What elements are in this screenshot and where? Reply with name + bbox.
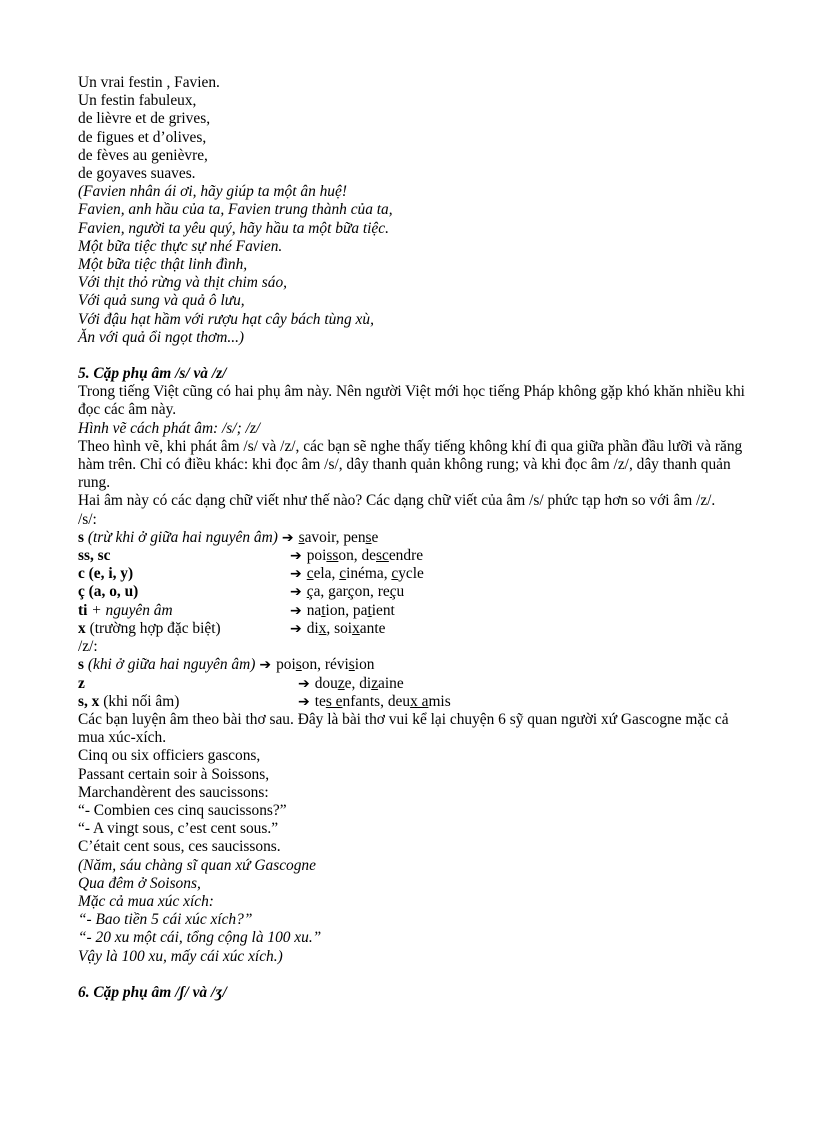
rule-letters: z [78, 674, 85, 692]
arrow-right-icon: ➔ [281, 529, 294, 546]
poem-line: Un festin fabuleux, [78, 92, 197, 110]
spelling-rule [78, 675, 758, 693]
translation-line: “- 20 xu một cái, tổng cộng là 100 xu.” [78, 929, 322, 947]
rule-note: (khi ở giữa hai nguyên âm) [87, 656, 256, 674]
rule-letters: s, x [78, 692, 100, 710]
example-word: nation [306, 601, 346, 619]
arrow-right-icon: ➔ [290, 566, 302, 583]
z-sound-label: /z/: [78, 638, 98, 656]
example-word: douze [314, 674, 352, 692]
poem-line: de fèves au genièvre, [78, 146, 208, 164]
rule-examples: ➔ tes enfants, deux amis [298, 692, 451, 710]
poem-festin-translation [78, 183, 758, 347]
example-word: cycle [391, 565, 424, 583]
practice-intro: Các bạn luyện âm theo bài thơ sau. Đây là bài thơ vui kể lại chuyện 6 sỹ quan người xứ Gascogne mặc cả mua xúc-xích. [78, 710, 729, 747]
poem-saucissons [78, 747, 758, 856]
section-5-intro: Trong tiếng Việt cũng có hai phụ âm này. Nên người Việt mới học tiếng Pháp không gặp khó khăn nhiều khi đọc các âm này. [78, 383, 745, 419]
rule-note: (trường hợp đặc biệt) [89, 619, 221, 637]
translation-line: Với thịt thỏ rừng và thịt chim sáo, [78, 274, 287, 292]
translation-line: Favien, anh hầu của ta, Favien trung thành của ta, [78, 201, 393, 219]
example-word: soixante [334, 619, 386, 637]
poem-line: Passant certain soir à Soissons, [78, 765, 270, 783]
translation-line: “- Bao tiền 5 cái xúc xích?” [78, 911, 253, 929]
s-spelling-rules [78, 529, 758, 638]
arrow-right-icon: ➔ [298, 675, 310, 692]
example-word: descendre [361, 547, 424, 565]
rule-examples: ➔ douze, dizaine [298, 674, 404, 692]
example-word: révision [324, 656, 375, 674]
poem-saucissons-translation [78, 857, 758, 966]
rule-examples: ➔ ça, garçon, reçu [290, 583, 405, 601]
rule-note: (khi nối âm) [103, 692, 180, 710]
spelling-rule [78, 547, 758, 565]
poem-festin [78, 74, 758, 183]
section-6-heading: 6. Cặp phụ âm /ʃ/ và /ʒ/ [78, 983, 227, 1001]
spelling-rule [78, 529, 758, 547]
translation-line: Favien, người ta yêu quý, hãy hầu ta một bữa tiệc. [78, 219, 389, 237]
spelling-rule [78, 656, 758, 674]
example-word: dizaine [359, 674, 404, 692]
section-5-question: Hai âm này có các dạng chữ viết như thế nào? Các dạng chữ viết của âm /s/ phức tạp hơn so với âm /z/. [78, 492, 716, 510]
translation-line: Mặc cả mua xúc xích: [78, 892, 214, 910]
translation-line: Với quả sung và quả ô lưu, [78, 292, 245, 310]
arrow-right-icon: ➔ [290, 602, 302, 619]
poem-line: de figues et d’olives, [78, 128, 207, 146]
translation-line: Ăn với quả ổi ngọt thơm...) [78, 328, 245, 346]
figure-caption: Hình vẽ cách phát âm: /s/; /z/ [78, 419, 261, 437]
rule-examples: ➔ poisson, descendre [290, 547, 424, 565]
example-word: cela [306, 565, 332, 583]
rule-letters: s [78, 656, 84, 674]
arrow-right-icon: ➔ [290, 548, 302, 565]
poem-line: C’était cent sous, ces saucissons. [78, 838, 281, 856]
translation-line: Vậy là 100 xu, mấy cái xúc xích.) [78, 947, 283, 965]
rule-letters: c (e, i, y) [78, 565, 134, 583]
rule-letters: ç (a, o, u) [78, 583, 139, 601]
rule-examples: ➔ cela, cinéma, cycle [290, 565, 424, 583]
poem-line: de lièvre et de grives, [78, 110, 211, 128]
spelling-rule [78, 565, 758, 583]
translation-line: (Năm, sáu chàng sĩ quan xứ Gascogne [78, 856, 316, 874]
example-word: pense [343, 528, 379, 546]
rule-examples: ➔ dix, soixante [290, 619, 386, 637]
document-page [78, 74, 758, 1002]
poem-line: de goyaves suaves. [78, 165, 196, 183]
rule-letters: ti [78, 601, 88, 619]
z-spelling-rules [78, 656, 758, 711]
rule-letters: x [78, 619, 86, 637]
example-word: garçon [328, 583, 371, 601]
spelling-rule [78, 583, 758, 601]
arrow-right-icon: ➔ [298, 693, 310, 710]
translation-line: Qua đêm ở Soisons, [78, 874, 201, 892]
spelling-rule [78, 602, 758, 620]
example-word: ça [306, 583, 321, 601]
rule-letters: ss, sc [78, 547, 111, 565]
poem-line: “- Combien ces cinq saucissons?” [78, 801, 287, 819]
example-word: dix [306, 619, 327, 637]
poem-line: Marchandèrent des saucissons: [78, 783, 269, 801]
rule-examples: ➔ nation, patient [290, 601, 395, 619]
translation-line: Với đậu hạt hầm với rượu hạt cây bách tùng xù, [78, 310, 374, 328]
example-word: deux amis [387, 692, 451, 710]
translation-line: Một bữa tiệc thực sự nhé Favien. [78, 237, 283, 255]
s-sound-label: /s/: [78, 510, 97, 528]
poem-line: “- A vingt sous, c’est cent sous.” [78, 820, 279, 838]
translation-line: Một bữa tiệc thật linh đình, [78, 256, 248, 274]
spelling-rule [78, 620, 758, 638]
arrow-right-icon: ➔ [290, 584, 302, 601]
example-word: poisson [306, 547, 354, 565]
example-word: reçu [377, 583, 405, 601]
rule-letters: s [78, 528, 84, 546]
translation-line: (Favien nhân ái ơi, hãy giúp ta một ân huệ! [78, 183, 347, 201]
rule-examples: ➔ poison, révision [259, 656, 375, 674]
section-5-description: Theo hình vẽ, khi phát âm /s/ và /z/, các bạn sẽ nghe thấy tiếng không khí đi qua giữa phần đầu lưỡi và răng hàm trên. Chỉ có điều khác: khi đọc âm /s/, dây thanh quản không rung; và khi đọc âm /z/, dây thanh quản rung. [78, 437, 743, 492]
example-word: cinéma [339, 565, 384, 583]
arrow-right-icon: ➔ [290, 620, 302, 637]
example-word: poison [276, 656, 318, 674]
rule-note: + nguyên âm [91, 601, 173, 619]
example-word: savoir [298, 528, 336, 546]
section-5-heading: 5. Cặp phụ âm /s/ và /z/ [78, 365, 227, 383]
poem-line: Cinq ou six officiers gascons, [78, 747, 261, 765]
arrow-right-icon: ➔ [259, 657, 272, 674]
spelling-rule [78, 693, 758, 711]
example-word: patient [352, 601, 395, 619]
rule-examples: ➔ savoir, pense [281, 528, 379, 546]
poem-line: Un vrai festin , Favien. [78, 74, 220, 91]
example-word: tes enfants [314, 692, 381, 710]
rule-note: (trừ khi ở giữa hai nguyên âm) [87, 528, 278, 546]
